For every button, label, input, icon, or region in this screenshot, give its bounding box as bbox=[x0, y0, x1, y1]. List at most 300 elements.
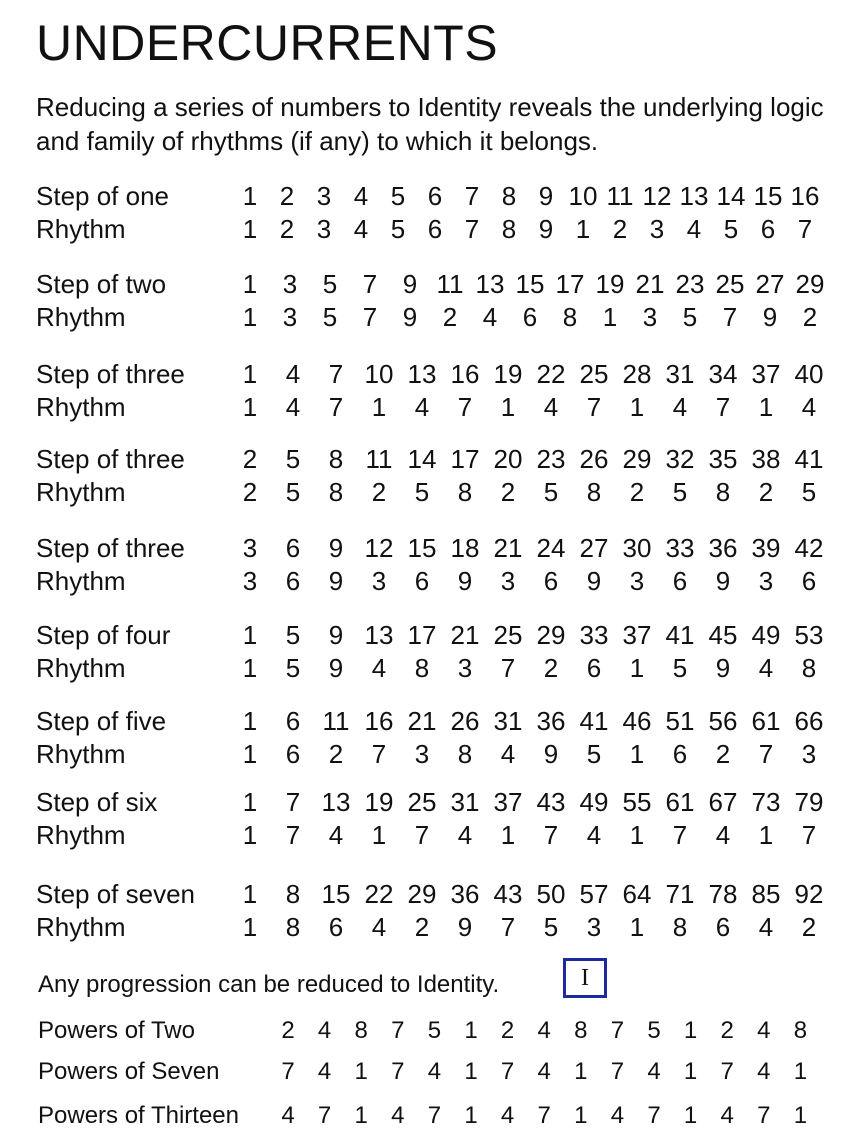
number-cell: 21 bbox=[407, 706, 437, 736]
number-cell: 3 bbox=[500, 566, 516, 596]
number-cell: 31 bbox=[493, 706, 523, 736]
number-cell: 7 bbox=[328, 359, 344, 389]
number-cell: 16 bbox=[364, 706, 394, 736]
number-cell: 1 bbox=[464, 1058, 478, 1085]
number-cell: 9 bbox=[328, 653, 344, 683]
number-cell: 4 bbox=[647, 1058, 661, 1085]
number-cell: 7 bbox=[362, 302, 378, 332]
row-label: Step of six bbox=[36, 787, 158, 817]
number-cell: 22 bbox=[536, 359, 566, 389]
number-cell: 8 bbox=[793, 1017, 808, 1044]
number-cell: 1 bbox=[629, 392, 645, 422]
number-cell: 11 bbox=[365, 444, 393, 474]
step-group bbox=[36, 532, 836, 598]
number-cell: 13 bbox=[407, 359, 437, 389]
number-cell: 36 bbox=[450, 879, 480, 909]
number-cell: 5 bbox=[414, 477, 430, 507]
number-cell: 7 bbox=[758, 739, 774, 769]
number-cell: 4 bbox=[391, 1102, 405, 1129]
number-cell: 79 bbox=[794, 787, 824, 817]
number-cell: 7 bbox=[391, 1017, 405, 1044]
number-cell: 5 bbox=[801, 477, 817, 507]
number-cell: 7 bbox=[285, 787, 301, 817]
number-cell: 22 bbox=[364, 879, 394, 909]
number-cell: 33 bbox=[665, 533, 695, 563]
number-cell: 2 bbox=[281, 1017, 295, 1044]
number-cell: 29 bbox=[795, 269, 825, 299]
number-cell: 7 bbox=[797, 214, 813, 244]
number-cell: 8 bbox=[501, 214, 517, 244]
identity-statement: Any progression can be reduced to Identity. bbox=[38, 971, 500, 998]
number-cell: 29 bbox=[622, 444, 652, 474]
number-cell: 2 bbox=[758, 477, 774, 507]
row-label: Rhythm bbox=[36, 566, 126, 596]
number-cell: 1 bbox=[371, 392, 387, 422]
number-cell: 2 bbox=[715, 739, 731, 769]
number-cell: 9 bbox=[328, 620, 344, 650]
number-cell: 7 bbox=[427, 1102, 442, 1129]
number-cell: 23 bbox=[675, 269, 705, 299]
number-cell: 9 bbox=[457, 912, 473, 942]
number-cell: 7 bbox=[500, 912, 516, 942]
number-cell: 4 bbox=[414, 392, 430, 422]
number-cell: 7 bbox=[328, 392, 344, 422]
number-cell: 12 bbox=[364, 533, 394, 563]
number-cell: 56 bbox=[708, 706, 738, 736]
number-cell: 2 bbox=[720, 1017, 734, 1044]
number-cell: 1 bbox=[602, 302, 618, 332]
number-cell: 10 bbox=[364, 359, 394, 389]
number-cell: 8 bbox=[457, 739, 473, 769]
number-cell: 3 bbox=[371, 566, 387, 596]
number-cell: 1 bbox=[242, 706, 258, 736]
number-cell: 2 bbox=[414, 912, 430, 942]
number-cell: 46 bbox=[622, 706, 652, 736]
row-label: Rhythm bbox=[36, 302, 126, 332]
number-cell: 15 bbox=[407, 533, 437, 563]
number-cell: 7 bbox=[317, 1102, 332, 1129]
sequence-row bbox=[36, 911, 836, 944]
number-cell: 4 bbox=[285, 392, 301, 422]
number-cell: 16 bbox=[790, 181, 820, 211]
row-label: Rhythm bbox=[36, 653, 126, 683]
number-cell: 33 bbox=[579, 620, 609, 650]
number-cell: 1 bbox=[242, 214, 258, 244]
number-cell: 1 bbox=[242, 302, 258, 332]
number-cell: 41 bbox=[794, 444, 824, 474]
number-cell: 1 bbox=[758, 820, 774, 850]
number-cell: 1 bbox=[242, 181, 258, 211]
number-cell: 6 bbox=[715, 912, 731, 942]
row-label: Step of five bbox=[36, 706, 167, 736]
number-cell: 3 bbox=[242, 533, 258, 563]
number-cell: 2 bbox=[500, 477, 516, 507]
row-label: Step of two bbox=[36, 269, 167, 299]
number-cell: 4 bbox=[371, 912, 387, 942]
sequence-row bbox=[36, 878, 836, 911]
number-cell: 9 bbox=[402, 302, 418, 332]
number-cell: 37 bbox=[622, 620, 652, 650]
powers-row bbox=[38, 1055, 828, 1089]
number-cell: 1 bbox=[242, 269, 258, 299]
number-cell: 7 bbox=[801, 820, 817, 850]
number-cell: 8 bbox=[354, 1017, 368, 1044]
number-cell: 5 bbox=[672, 477, 688, 507]
number-cell: 9 bbox=[715, 566, 731, 596]
number-cell: 29 bbox=[536, 620, 566, 650]
sequence-row bbox=[36, 180, 836, 213]
number-cell: 50 bbox=[536, 879, 566, 909]
number-cell: 6 bbox=[801, 566, 817, 596]
number-cell: 5 bbox=[427, 1017, 442, 1044]
number-cell: 7 bbox=[757, 1102, 771, 1129]
number-cell: 51 bbox=[665, 706, 695, 736]
sequence-row bbox=[36, 619, 836, 652]
number-cell: 14 bbox=[716, 181, 746, 211]
number-cell: 1 bbox=[242, 739, 258, 769]
number-cell: 27 bbox=[579, 533, 609, 563]
number-cell: 8 bbox=[586, 477, 602, 507]
number-cell: 9 bbox=[762, 302, 778, 332]
number-cell: 31 bbox=[665, 359, 695, 389]
row-label: Rhythm bbox=[36, 214, 126, 244]
number-cell: 1 bbox=[354, 1058, 368, 1085]
number-cell: 4 bbox=[537, 1058, 551, 1085]
sequence-row bbox=[36, 738, 836, 771]
number-cell: 3 bbox=[758, 566, 774, 596]
number-cell: 5 bbox=[285, 620, 301, 650]
number-cell: 4 bbox=[758, 912, 774, 942]
number-cell: 16 bbox=[450, 359, 480, 389]
number-cell: 5 bbox=[647, 1017, 661, 1044]
row-label: Rhythm bbox=[36, 739, 126, 769]
number-cell: 1 bbox=[683, 1102, 698, 1129]
number-cell: 24 bbox=[536, 533, 566, 563]
number-cell: 6 bbox=[427, 214, 443, 244]
number-cell: 6 bbox=[672, 739, 688, 769]
powers-label: Powers of Seven bbox=[38, 1058, 220, 1085]
number-cell: 36 bbox=[536, 706, 566, 736]
identity-symbol-box: I bbox=[563, 958, 607, 998]
number-cell: 4 bbox=[537, 1017, 551, 1044]
number-cell: 7 bbox=[543, 820, 559, 850]
number-cell: 8 bbox=[285, 879, 301, 909]
number-cell: 10 bbox=[568, 181, 598, 211]
number-cell: 8 bbox=[672, 912, 688, 942]
number-cell: 1 bbox=[242, 820, 258, 850]
number-cell: 6 bbox=[586, 653, 602, 683]
number-cell: 28 bbox=[622, 359, 652, 389]
number-cell: 6 bbox=[672, 566, 688, 596]
number-cell: 1 bbox=[242, 359, 258, 389]
number-cell: 4 bbox=[328, 820, 344, 850]
number-cell: 5 bbox=[586, 739, 602, 769]
number-cell: 5 bbox=[672, 653, 688, 683]
number-cell: 2 bbox=[279, 214, 295, 244]
number-cell: 8 bbox=[801, 653, 817, 683]
number-cell: 1 bbox=[793, 1058, 808, 1085]
number-cell: 23 bbox=[536, 444, 566, 474]
number-cell: 18 bbox=[450, 533, 480, 563]
number-cell: 25 bbox=[579, 359, 609, 389]
number-cell: 13 bbox=[364, 620, 394, 650]
number-cell: 20 bbox=[493, 444, 523, 474]
number-cell: 2 bbox=[500, 1017, 515, 1044]
number-cell: 2 bbox=[612, 214, 628, 244]
number-cell: 4 bbox=[686, 214, 702, 244]
sequence-row bbox=[36, 391, 836, 424]
number-cell: 9 bbox=[538, 181, 554, 211]
number-cell: 1 bbox=[683, 1017, 698, 1044]
powers-label: Powers of Thirteen bbox=[38, 1102, 239, 1129]
number-cell: 27 bbox=[755, 269, 785, 299]
row-label: Rhythm bbox=[36, 912, 126, 942]
number-cell: 7 bbox=[720, 1058, 734, 1085]
number-cell: 9 bbox=[328, 566, 344, 596]
number-cell: 3 bbox=[457, 653, 473, 683]
number-cell: 8 bbox=[501, 181, 517, 211]
number-cell: 78 bbox=[708, 879, 738, 909]
number-cell: 1 bbox=[242, 653, 258, 683]
number-cell: 3 bbox=[242, 566, 258, 596]
number-cell: 29 bbox=[407, 879, 437, 909]
number-cell: 11 bbox=[322, 706, 350, 736]
number-cell: 13 bbox=[321, 787, 351, 817]
number-cell: 41 bbox=[579, 706, 609, 736]
number-cell: 2 bbox=[802, 302, 818, 332]
number-cell: 4 bbox=[353, 181, 369, 211]
number-cell: 7 bbox=[414, 820, 430, 850]
row-label: Step of three bbox=[36, 444, 185, 474]
number-cell: 7 bbox=[464, 181, 480, 211]
intro-text: Reducing a series of numbers to Identity reveals the underlying logic and family of rhythms (if any) to which it belongs. bbox=[36, 92, 824, 156]
number-cell: 9 bbox=[402, 269, 418, 299]
number-cell: 4 bbox=[371, 653, 387, 683]
number-cell: 7 bbox=[362, 269, 378, 299]
number-cell: 2 bbox=[629, 477, 645, 507]
sequence-row bbox=[36, 819, 836, 852]
number-cell: 7 bbox=[457, 392, 473, 422]
row-label: Step of seven bbox=[36, 879, 195, 909]
number-cell: 4 bbox=[543, 392, 559, 422]
number-cell: 17 bbox=[555, 269, 585, 299]
row-label: Step of one bbox=[36, 181, 169, 211]
number-cell: 14 bbox=[407, 444, 437, 474]
number-cell: 1 bbox=[464, 1017, 478, 1044]
number-cell: 9 bbox=[715, 653, 731, 683]
number-cell: 73 bbox=[751, 787, 781, 817]
number-cell: 1 bbox=[354, 1102, 368, 1129]
number-cell: 4 bbox=[285, 359, 301, 389]
number-cell: 7 bbox=[371, 739, 387, 769]
number-cell: 2 bbox=[242, 477, 258, 507]
sequence-row bbox=[36, 565, 836, 598]
number-cell: 9 bbox=[457, 566, 473, 596]
number-cell: 7 bbox=[610, 1058, 625, 1085]
sequence-row bbox=[36, 652, 836, 685]
number-cell: 2 bbox=[442, 302, 458, 332]
number-cell: 3 bbox=[801, 739, 817, 769]
row-label: Step of three bbox=[36, 359, 185, 389]
step-group bbox=[36, 786, 836, 852]
number-cell: 8 bbox=[414, 653, 430, 683]
step-group bbox=[36, 268, 836, 334]
row-label: Rhythm bbox=[36, 820, 126, 850]
number-cell: 19 bbox=[493, 359, 523, 389]
number-cell: 7 bbox=[647, 1102, 661, 1129]
sequence-row bbox=[36, 301, 836, 334]
number-cell: 4 bbox=[500, 739, 516, 769]
number-cell: 4 bbox=[427, 1058, 442, 1085]
sequence-row bbox=[36, 268, 836, 301]
number-cell: 26 bbox=[450, 706, 480, 736]
number-cell: 2 bbox=[801, 912, 817, 942]
number-cell: 5 bbox=[682, 302, 698, 332]
number-cell: 6 bbox=[522, 302, 538, 332]
number-cell: 1 bbox=[242, 620, 258, 650]
number-cell: 4 bbox=[500, 1102, 515, 1129]
row-label: Step of three bbox=[36, 533, 185, 563]
number-cell: 38 bbox=[751, 444, 781, 474]
number-cell: 9 bbox=[538, 214, 554, 244]
number-cell: 5 bbox=[390, 181, 406, 211]
number-cell: 36 bbox=[708, 533, 738, 563]
number-cell: 37 bbox=[493, 787, 523, 817]
number-cell: 1 bbox=[629, 739, 645, 769]
number-cell: 1 bbox=[758, 392, 774, 422]
number-cell: 3 bbox=[316, 214, 332, 244]
number-cell: 3 bbox=[649, 214, 665, 244]
number-cell: 85 bbox=[751, 879, 781, 909]
number-cell: 4 bbox=[758, 653, 774, 683]
number-cell: 7 bbox=[281, 1058, 295, 1085]
number-cell: 64 bbox=[622, 879, 652, 909]
number-cell: 30 bbox=[622, 533, 652, 563]
number-cell: 7 bbox=[391, 1058, 405, 1085]
row-label: Rhythm bbox=[36, 392, 126, 422]
number-cell: 7 bbox=[586, 392, 602, 422]
number-cell: 17 bbox=[450, 444, 480, 474]
number-cell: 37 bbox=[751, 359, 781, 389]
number-cell: 8 bbox=[715, 477, 731, 507]
number-cell: 1 bbox=[793, 1102, 808, 1129]
sequence-row bbox=[36, 532, 836, 565]
step-group bbox=[36, 619, 836, 685]
number-cell: 1 bbox=[574, 1102, 588, 1129]
sequence-row bbox=[36, 705, 836, 738]
number-cell: 6 bbox=[414, 566, 430, 596]
number-cell: 1 bbox=[464, 1102, 478, 1129]
number-cell: 5 bbox=[285, 477, 301, 507]
number-cell: 2 bbox=[543, 653, 559, 683]
number-cell: 7 bbox=[610, 1017, 625, 1044]
number-cell: 5 bbox=[543, 477, 559, 507]
number-cell: 2 bbox=[279, 181, 295, 211]
number-cell: 41 bbox=[665, 620, 695, 650]
step-group bbox=[36, 705, 836, 771]
number-cell: 7 bbox=[285, 820, 301, 850]
number-cell: 25 bbox=[715, 269, 745, 299]
number-cell: 2 bbox=[328, 739, 344, 769]
number-cell: 11 bbox=[436, 269, 464, 299]
step-group bbox=[36, 878, 836, 944]
number-cell: 13 bbox=[475, 269, 505, 299]
number-cell: 21 bbox=[493, 533, 523, 563]
number-cell: 71 bbox=[665, 879, 695, 909]
number-cell: 53 bbox=[794, 620, 824, 650]
number-cell: 15 bbox=[515, 269, 545, 299]
number-cell: 1 bbox=[629, 653, 645, 683]
number-cell: 8 bbox=[328, 444, 344, 474]
number-cell: 1 bbox=[500, 820, 516, 850]
number-cell: 6 bbox=[543, 566, 559, 596]
number-cell: 8 bbox=[562, 302, 578, 332]
number-cell: 6 bbox=[285, 739, 301, 769]
number-cell: 5 bbox=[322, 302, 338, 332]
number-cell: 4 bbox=[317, 1058, 332, 1085]
number-cell: 39 bbox=[751, 533, 781, 563]
number-cell: 4 bbox=[353, 214, 369, 244]
number-cell: 61 bbox=[665, 787, 695, 817]
step-group bbox=[36, 180, 836, 246]
number-cell: 2 bbox=[371, 477, 387, 507]
number-cell: 9 bbox=[328, 533, 344, 563]
number-cell: 1 bbox=[500, 392, 516, 422]
number-cell: 5 bbox=[390, 214, 406, 244]
number-cell: 61 bbox=[751, 706, 781, 736]
step-group bbox=[36, 443, 836, 509]
number-cell: 7 bbox=[715, 392, 731, 422]
number-cell: 5 bbox=[723, 214, 739, 244]
page-title: UNDERCURRENTS bbox=[36, 15, 499, 71]
number-cell: 3 bbox=[586, 912, 602, 942]
number-cell: 4 bbox=[457, 820, 473, 850]
number-cell: 7 bbox=[672, 820, 688, 850]
number-cell: 2 bbox=[242, 444, 258, 474]
number-cell: 4 bbox=[715, 820, 731, 850]
number-cell: 1 bbox=[629, 820, 645, 850]
number-cell: 1 bbox=[242, 392, 258, 422]
number-cell: 4 bbox=[317, 1017, 332, 1044]
number-cell: 31 bbox=[450, 787, 480, 817]
number-cell: 45 bbox=[708, 620, 738, 650]
number-cell: 8 bbox=[328, 477, 344, 507]
number-cell: 21 bbox=[635, 269, 665, 299]
number-cell: 6 bbox=[285, 706, 301, 736]
number-cell: 6 bbox=[285, 566, 301, 596]
number-cell: 1 bbox=[683, 1058, 698, 1085]
number-cell: 25 bbox=[407, 787, 437, 817]
number-cell: 1 bbox=[242, 879, 258, 909]
number-cell: 3 bbox=[629, 566, 645, 596]
number-cell: 6 bbox=[760, 214, 776, 244]
sequence-row bbox=[36, 786, 836, 819]
number-cell: 19 bbox=[364, 787, 394, 817]
number-cell: 8 bbox=[574, 1017, 588, 1044]
number-cell: 17 bbox=[407, 620, 437, 650]
number-cell: 19 bbox=[595, 269, 625, 299]
number-cell: 8 bbox=[285, 912, 301, 942]
row-label: Rhythm bbox=[36, 477, 126, 507]
step-group bbox=[36, 358, 836, 424]
number-cell: 4 bbox=[757, 1058, 771, 1085]
number-cell: 15 bbox=[321, 879, 351, 909]
number-cell: 1 bbox=[629, 912, 645, 942]
number-cell: 9 bbox=[543, 739, 559, 769]
number-cell: 3 bbox=[282, 302, 298, 332]
number-cell: 8 bbox=[457, 477, 473, 507]
number-cell: 3 bbox=[414, 739, 430, 769]
